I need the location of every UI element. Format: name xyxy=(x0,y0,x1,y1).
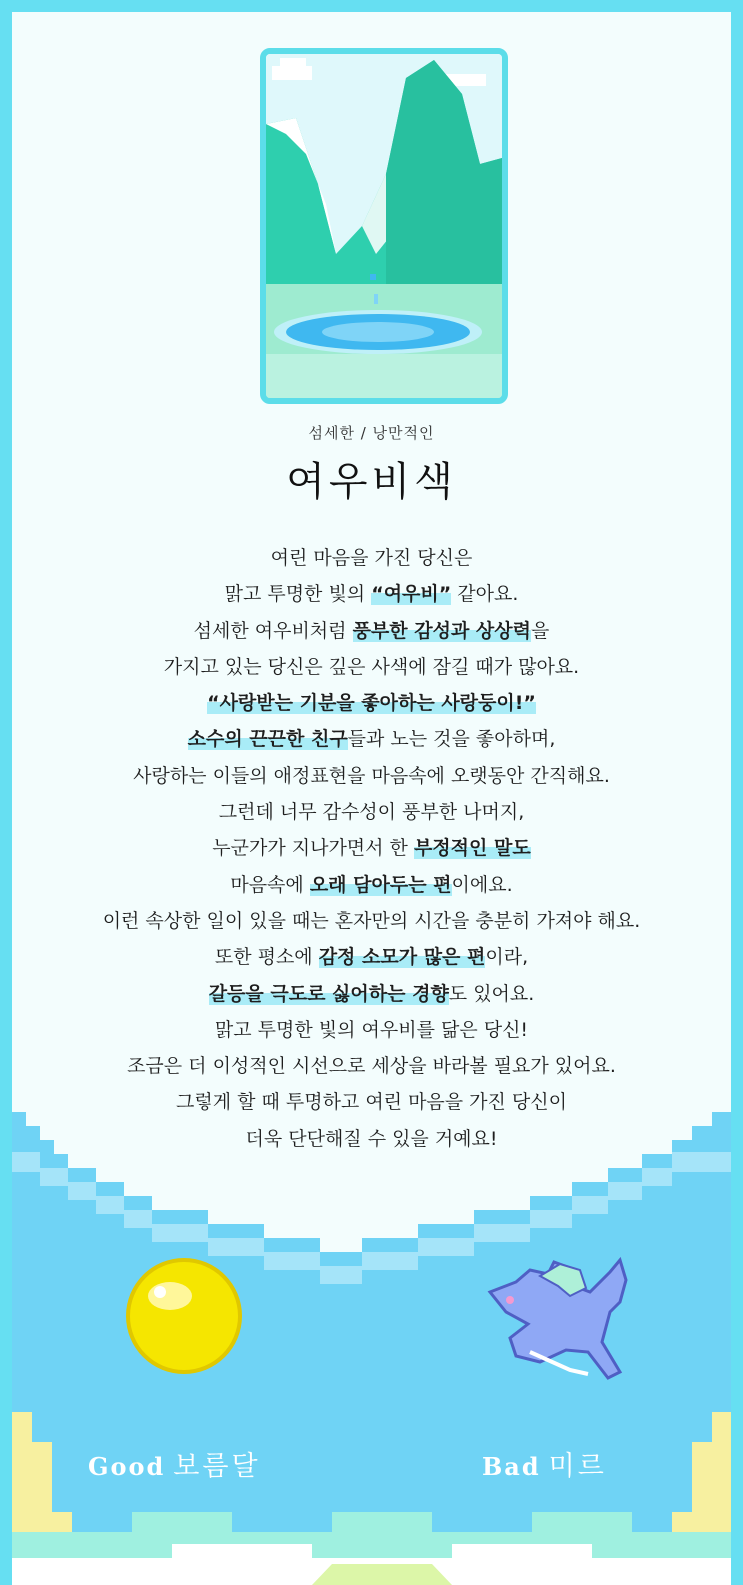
description-line xyxy=(12,903,731,939)
text-segment: 또한 평소에 xyxy=(214,946,319,969)
text-segment: 이에요. xyxy=(451,873,513,896)
description-line xyxy=(12,721,731,757)
text-segment: 누군가가 지나가면서 한 xyxy=(212,837,414,860)
description-line xyxy=(12,685,731,721)
text-segment: 맑고 투명한 빛의 xyxy=(224,583,372,606)
text-segment: 그렇게 할 때 투명하고 여린 마음을 가진 당신이 xyxy=(175,1091,567,1114)
text-segment: 사랑하는 이들의 애정표현을 마음속에 오랫동안 간직해요. xyxy=(133,764,610,787)
sunshower-illustration xyxy=(266,54,502,398)
illustration-card xyxy=(260,48,508,404)
text-segment: 같아요. xyxy=(451,583,519,606)
highlighted-phrase: 부정적인 말도 xyxy=(413,837,531,860)
description-line xyxy=(12,1012,731,1048)
bad-label: Bad xyxy=(482,1452,541,1481)
description-text xyxy=(12,540,731,1157)
description-line xyxy=(12,576,731,612)
result-panel xyxy=(12,12,731,1585)
bottom-scene xyxy=(12,1112,731,1585)
description-line xyxy=(12,613,731,649)
bad-match-label xyxy=(482,1444,607,1483)
text-segment: 여린 마음을 가진 당신은 xyxy=(270,547,473,569)
color-title: 여우비색 xyxy=(286,459,457,505)
description-line xyxy=(12,976,731,1012)
description-line xyxy=(12,649,731,685)
description-line xyxy=(12,867,731,903)
description-line xyxy=(12,939,731,975)
good-label: Good xyxy=(88,1452,166,1481)
description-line xyxy=(12,794,731,830)
text-segment: 을 xyxy=(530,619,550,642)
text-segment: 더욱 단단해질 수 있을 거예요! xyxy=(245,1127,498,1150)
text-segment: 섬세한 여우비처럼 xyxy=(193,619,353,642)
full-moon-icon xyxy=(124,1256,244,1376)
text-segment: 그런데 너무 감수성이 풍부한 나머지, xyxy=(218,801,525,824)
highlighted-phrase: 소수의 끈끈한 친구 xyxy=(187,728,348,751)
good-match-label xyxy=(88,1444,261,1483)
highlighted-phrase: 갈등을 극도로 싫어하는 경향 xyxy=(208,982,449,1005)
dragon-icon xyxy=(470,1252,640,1392)
description-line xyxy=(12,540,731,576)
highlighted-phrase: “사랑받는 기분을 좋아하는 사랑둥이!” xyxy=(207,692,536,715)
description-line xyxy=(12,758,731,794)
highlighted-phrase: 감정 소모가 많은 편 xyxy=(318,946,486,969)
text-segment: 가지고 있는 당신은 깊은 사색에 잠길 때가 많아요. xyxy=(163,655,580,678)
text-segment: 도 있어요. xyxy=(448,982,535,1005)
description-line xyxy=(12,830,731,866)
highlighted-phrase: 풍부한 감성과 상상력 xyxy=(352,619,531,642)
description-line xyxy=(12,1048,731,1084)
trait-subtitle: 섬세한 / 낭만적인 xyxy=(308,424,435,442)
text-segment: 마음속에 xyxy=(230,873,310,896)
text-segment: 들과 노는 것을 좋아하며, xyxy=(347,728,556,751)
highlighted-phrase: 오래 담아두는 편 xyxy=(309,873,452,896)
text-segment: 맑고 투명한 빛의 여우비를 닮은 당신! xyxy=(214,1018,529,1041)
text-segment: 이라, xyxy=(485,946,529,969)
bad-match-name: 미르 xyxy=(548,1451,607,1482)
good-match-name: 보름달 xyxy=(173,1451,261,1482)
text-segment: 조금은 더 이성적인 시선으로 세상을 바라볼 필요가 있어요. xyxy=(127,1055,616,1078)
text-segment: 이런 속상한 일이 있을 때는 혼자만의 시간을 충분히 가져야 해요. xyxy=(102,909,641,932)
highlighted-phrase: “여우비” xyxy=(371,583,452,606)
